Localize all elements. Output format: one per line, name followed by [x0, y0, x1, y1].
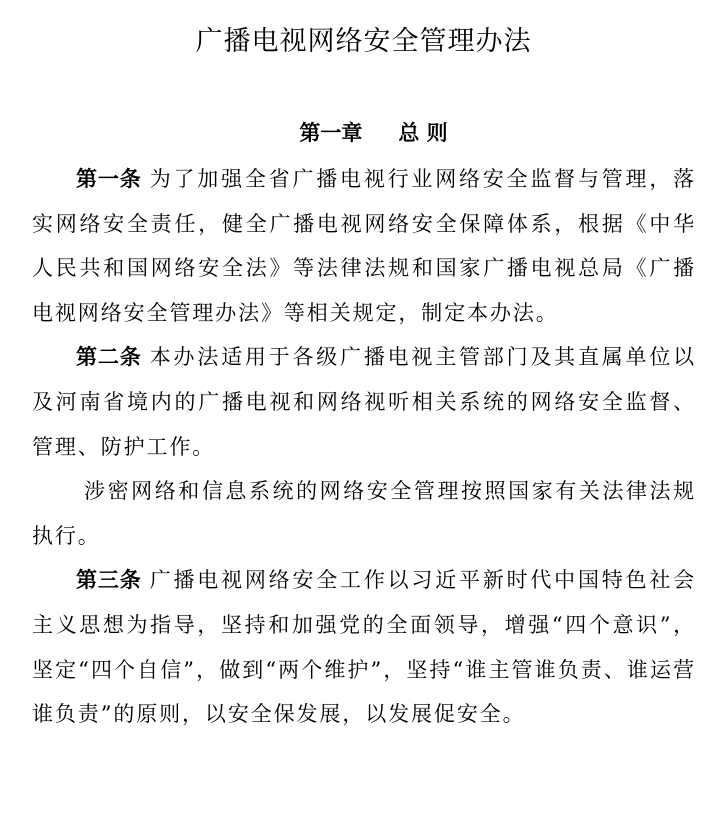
article-text: 为了加强全省广播电视行业网络安全监督与管理，落实网络安全责任，健全广播电视网络安全保障体系，根据《中华人民共和国网络安全法》等法律法规和国家广播电视总局《广播电视网络安全管理办法》等相关规定，制定本办法。	[32, 167, 697, 325]
article-2-continuation: 涉密网络和信息系统的网络安全管理按照国家有关法律法规执行。	[32, 479, 696, 548]
article-text: 广播电视网络安全工作以习近平新时代中国特色社会主义思想为指导，坚持和加强党的全面领导，增强“四个意识”，坚定“四个自信”，做到“两个维护”，坚持“谁主管谁负责、谁运营谁负责”的原则，以安全保发展，以发展促安全。	[32, 568, 697, 727]
article-label: 第一条	[76, 167, 142, 191]
document-body	[32, 157, 696, 737]
chapter-name: 总 则	[398, 121, 448, 145]
chapter-heading	[0, 115, 727, 151]
article-2	[32, 335, 696, 469]
article-text: 本办法适用于各级广播电视主管部门及其直属单位以及河南省境内的广播电视和网络视听相关系统的网络安全监督、管理、防护工作。	[32, 345, 697, 459]
article-1	[32, 157, 696, 335]
article-label: 第二条	[76, 345, 142, 370]
document-title: 广播电视网络安全管理办法	[195, 26, 532, 57]
article-label: 第三条	[76, 568, 142, 593]
article-3	[32, 558, 696, 736]
chapter-number: 第一章	[299, 121, 363, 145]
